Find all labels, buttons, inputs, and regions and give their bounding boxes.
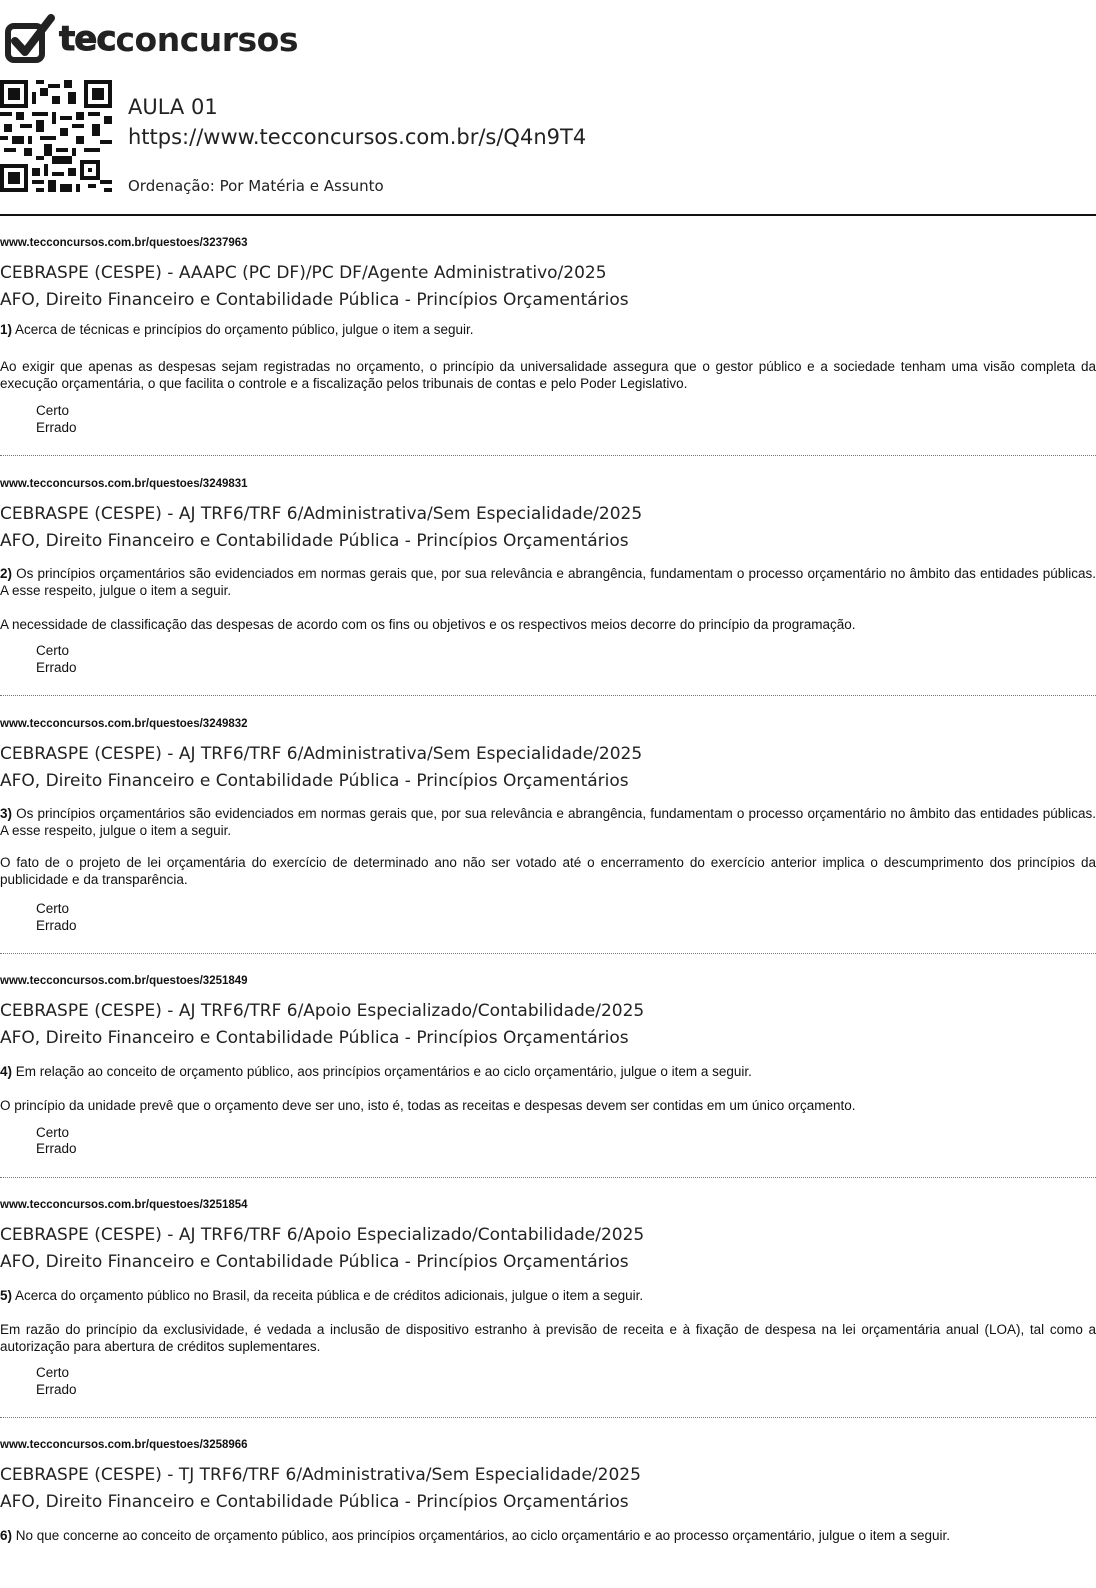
sort-order-text: Ordenação: Por Matéria e Assunto xyxy=(128,177,384,195)
question-item: A necessidade de classificação das despesas de acordo com os fins ou objetivos e os respectivos meios decorre do princípio da programação. xyxy=(0,617,856,632)
question-url[interactable]: www.tecconcursos.com.br/questoes/3249831 xyxy=(0,478,248,490)
question-divider xyxy=(0,953,1096,954)
option-errado[interactable]: Errado xyxy=(36,918,77,933)
question-block xyxy=(0,237,1096,457)
question-divider xyxy=(0,695,1096,696)
question-exam: CEBRASPE (CESPE) - TJ TRF6/TRF 6/Administrativa/Sem Especialidade/2025 xyxy=(0,1465,641,1485)
question-number: 6) xyxy=(0,1528,13,1543)
option-certo[interactable]: Certo xyxy=(36,643,70,658)
option-certo[interactable]: Certo xyxy=(36,1365,70,1380)
question-number: 1) xyxy=(0,322,13,337)
question-subject: AFO, Direito Financeiro e Contabilidade Pública - Princípios Orçamentários xyxy=(0,1252,629,1272)
question-number: 2) xyxy=(0,566,13,581)
question-block xyxy=(0,478,1096,698)
option-errado[interactable]: Errado xyxy=(36,420,77,435)
question-url[interactable]: www.tecconcursos.com.br/questoes/3249832 xyxy=(0,718,248,730)
question-divider xyxy=(0,1417,1096,1418)
question-prompt xyxy=(0,1527,1096,1544)
question-prompt xyxy=(0,805,1096,839)
question-item: Em razão do princípio da exclusividade, é vedada a inclusão de dispositivo estranho à previsão de receita e à fixação de despesa na lei orçamentária anual (LOA), tal como a autorização para abertura de créditos suplementares. xyxy=(0,1322,1096,1354)
question-exam: CEBRASPE (CESPE) - AJ TRF6/TRF 6/Administrativa/Sem Especialidade/2025 xyxy=(0,744,643,764)
question-prompt xyxy=(0,1287,1096,1304)
question-item: O princípio da unidade prevê que o orçamento deve ser uno, isto é, todas as receitas e despesas devem ser contidas em um único orçamento. xyxy=(0,1098,856,1113)
question-subject: AFO, Direito Financeiro e Contabilidade Pública - Princípios Orçamentários xyxy=(0,771,629,791)
question-url[interactable]: www.tecconcursos.com.br/questoes/3251849 xyxy=(0,975,248,987)
question-subject: AFO, Direito Financeiro e Contabilidade Pública - Princípios Orçamentários xyxy=(0,290,629,310)
share-link[interactable]: https://www.tecconcursos.com.br/s/Q4n9T4 xyxy=(128,125,587,149)
option-certo[interactable]: Certo xyxy=(36,901,70,916)
option-errado[interactable]: Errado xyxy=(36,1141,77,1156)
aula-title: AULA 01 xyxy=(128,95,218,119)
logo-wordmark xyxy=(59,19,298,59)
question-prompt-text: Os princípios orçamentários são evidenciados em normas gerais que, por sua relevância e abrangência, fundamentam o processo orçamentário no âmbito das entidades públicas. A esse respeito, julgue o item a seguir. xyxy=(0,806,1096,838)
question-prompt xyxy=(0,321,1096,338)
option-errado[interactable]: Errado xyxy=(36,1382,77,1397)
checkbox-check-icon xyxy=(5,14,55,64)
question-exam: CEBRASPE (CESPE) - AJ TRF6/TRF 6/Administrativa/Sem Especialidade/2025 xyxy=(0,504,643,524)
question-prompt-text: Acerca do orçamento público no Brasil, da receita pública e de créditos adicionais, julgue o item a seguir. xyxy=(15,1288,644,1303)
question-exam: CEBRASPE (CESPE) - AJ TRF6/TRF 6/Apoio Especializado/Contabilidade/2025 xyxy=(0,1001,645,1021)
header-divider xyxy=(0,214,1096,216)
question-block xyxy=(0,1439,1096,1588)
question-subject: AFO, Direito Financeiro e Contabilidade Pública - Princípios Orçamentários xyxy=(0,1492,629,1512)
logo-tec: tec xyxy=(59,19,116,59)
question-prompt xyxy=(0,565,1096,599)
option-certo[interactable]: Certo xyxy=(36,1125,70,1140)
question-exam: CEBRASPE (CESPE) - AAAPC (PC DF)/PC DF/Agente Administrativo/2025 xyxy=(0,263,607,283)
question-item: O fato de o projeto de lei orçamentária do exercício de determinado ano não ser votado até o encerramento do exercício anterior implica o descumprimento dos princípios da publicidade e da transparência. xyxy=(0,855,1096,887)
page-header xyxy=(0,0,1096,216)
tecconcursos-logo[interactable] xyxy=(5,14,298,64)
question-url[interactable]: www.tecconcursos.com.br/questoes/3258966 xyxy=(0,1439,248,1451)
question-url[interactable]: www.tecconcursos.com.br/questoes/3251854 xyxy=(0,1199,248,1211)
question-block xyxy=(0,718,1096,938)
question-prompt-text: Acerca de técnicas e princípios do orçamento público, julgue o item a seguir. xyxy=(15,322,474,337)
question-number: 3) xyxy=(0,806,13,821)
option-certo[interactable]: Certo xyxy=(36,403,70,418)
question-subject: AFO, Direito Financeiro e Contabilidade Pública - Princípios Orçamentários xyxy=(0,1028,629,1048)
question-block xyxy=(0,975,1096,1175)
question-number: 5) xyxy=(0,1288,13,1303)
question-prompt xyxy=(0,1063,1096,1080)
question-prompt-text: Em relação ao conceito de orçamento público, aos princípios orçamentários e ao ciclo orçamentário, julgue o item a seguir. xyxy=(15,1064,752,1079)
question-exam: CEBRASPE (CESPE) - AJ TRF6/TRF 6/Apoio Especializado/Contabilidade/2025 xyxy=(0,1225,645,1245)
question-prompt-text: Os princípios orçamentários são evidenciados em normas gerais que, por sua relevância e abrangência, fundamentam o processo orçamentário no âmbito das entidades públicas. A esse respeito, julgue o item a seguir. xyxy=(0,566,1096,598)
question-prompt-text: No que concerne ao conceito de orçamento público, aos princípios orçamentários, ao ciclo orçamentário e ao processo orçamentário, julgue o item a seguir. xyxy=(15,1528,951,1543)
question-subject: AFO, Direito Financeiro e Contabilidade Pública - Princípios Orçamentários xyxy=(0,531,629,551)
question-divider xyxy=(0,1177,1096,1178)
qr-code xyxy=(0,80,112,192)
question-item: Ao exigir que apenas as despesas sejam registradas no orçamento, o princípio da universalidade assegura que o gestor público e a sociedade tenham uma visão completa da execução orçamentária, o que facilita o controle e a fiscalização pelos tribunais de contas e pelo Poder Legislativo. xyxy=(0,359,1096,391)
question-block xyxy=(0,1199,1096,1419)
option-errado[interactable]: Errado xyxy=(36,660,77,675)
question-url[interactable]: www.tecconcursos.com.br/questoes/3237963 xyxy=(0,237,248,249)
question-number: 4) xyxy=(0,1064,13,1079)
question-divider xyxy=(0,455,1096,456)
logo-concursos: concursos xyxy=(115,19,298,59)
